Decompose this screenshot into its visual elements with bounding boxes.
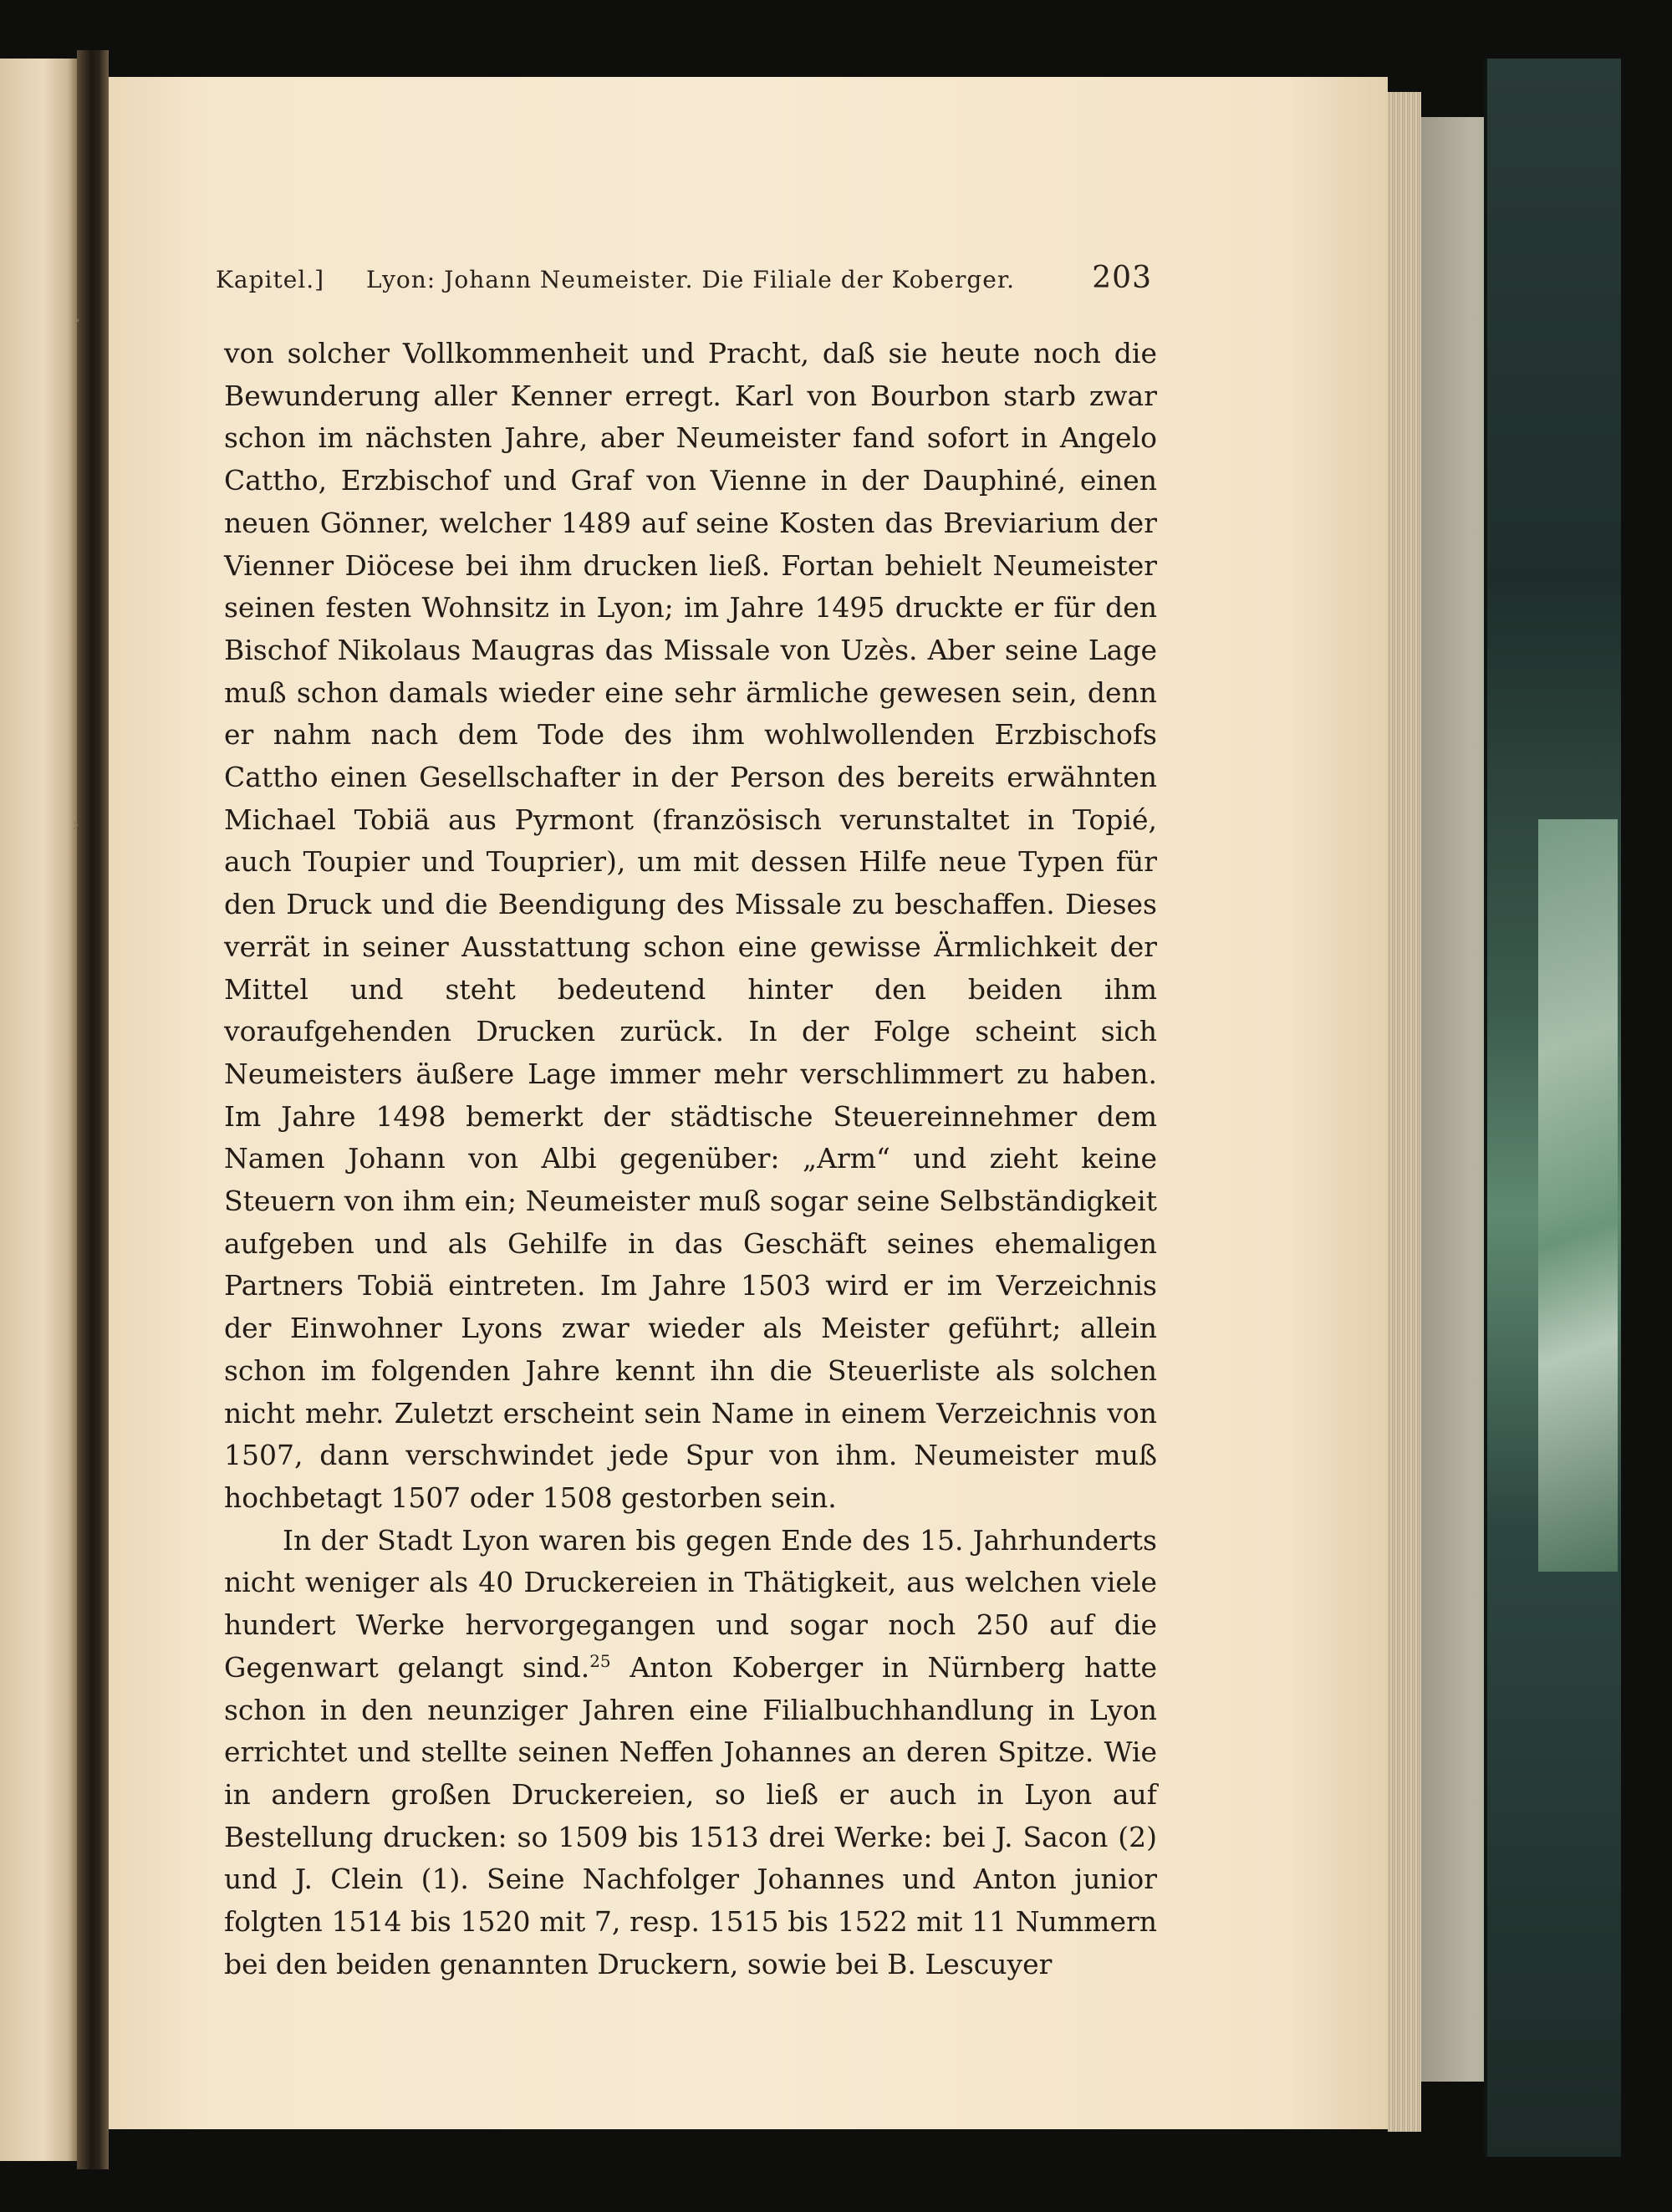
paragraph-2 — [224, 1520, 1157, 1986]
body-text — [224, 333, 1157, 1985]
paragraph-2-start: In der Stadt Lyon waren bis gegen Ende des 15. Jahrhunderts nicht weniger als 40 Druckereien in Thätigkeit, aus welchen viele hundert Werke hervorgegangen und sogar noch 250 auf die Gegenwart gelangt sind. — [224, 1523, 1157, 1684]
left-page-edge — [0, 59, 77, 2161]
book-gutter — [77, 50, 109, 2169]
page-stack-edges — [1388, 92, 1421, 2132]
page-nick-mark: › — [72, 815, 79, 836]
cover-marbling — [1538, 819, 1618, 1572]
chapter-label: Kapitel.] — [216, 266, 325, 293]
running-title: Lyon: Johann Neumeister. Die Filiale der Koberger. — [366, 266, 1016, 293]
footnote-reference: 25 — [589, 1650, 611, 1671]
running-head — [216, 257, 1152, 308]
paragraph-1: von solcher Vollkommenheit und Pracht, daß sie heute noch die Bewunderung aller Kenner erregt. Karl von Bourbon starb zwar schon im nächsten Jahre, aber Neumeister fand sofort in Angelo Cattho, Erzbischof und Graf von Vienne in der Dauphiné, einen neuen Gönner, welcher 1489 auf seine Kosten das Breviarium der Vienner Diöcese bei ihm drucken ließ. Fortan behielt Neumeister seinen festen Wohnsitz in Lyon; im Jahre 1495 druckte er für den Bischof Nikolaus Maugras das Missale von Uzès. Aber seine Lage muß schon damals wieder eine sehr ärmliche gewesen sein, denn er nahm nach dem Tode des ihm wohlwollenden Erzbischofs Cattho einen Gesellschafter in der Person des bereits erwähnten Michael Tobiä aus Pyrmont (französisch verunstaltet in Topié, auch Toupier und Touprier), um mit dessen Hilfe neue Typen für den Druck und die Beendigung des Missale zu beschaffen. Dieses verrät in seiner Ausstattung schon eine gewisse Ärmlichkeit der Mittel und steht bedeutend hinter den beiden ihm voraufgehenden Drucken zurück. In der Folge scheint sich Neumeisters äußere Lage immer mehr verschlimmert zu haben. Im Jahre 1498 bemerkt der städtische Steuereinnehmer dem Namen Johann von Albi gegenüber: „Arm“ und zieht keine Steuern von ihm ein; Neumeister muß sogar seine Selbständigkeit aufgeben und als Gehilfe in das Geschäft seines ehemaligen Partners Tobiä eintreten. Im Jahre 1503 wird er im Verzeichnis der Einwohner Lyons zwar wieder als Meister geführt; allein schon im folgenden Jahre kennt ihn die Steuerliste als solchen nicht mehr. Zuletzt erscheint sein Name in einem Verzeichnis von 1507, dann verschwindet jede Spur von ihm. Neumeister muß hochbetagt 1507 oder 1508 gestorben sein. — [224, 337, 1157, 1514]
page-nick-mark: › — [74, 309, 80, 329]
page-number: 203 — [1092, 261, 1152, 295]
paragraph-2-end: Anton Koberger in Nürnberg hatte schon in den neunziger Jahren eine Filialbuchhandlung in Lyon errichtet und stellte seinen Neffen Johannes an deren Spitze. Wie in andern großen Druckereien, so ließ er auch in Lyon auf Bestellung drucken: so 1509 bis 1513 drei Werke: bei J. Sacon (2) und J. Clein (1). Seine Nachfolger Johannes und Anton junior folgten 1514 bis 1520 mit 7, resp. 1515 bis 1522 mit 11 Nummern bei den beiden genannten Druckern, sowie bei B. Lescuyer — [224, 1650, 1158, 1980]
